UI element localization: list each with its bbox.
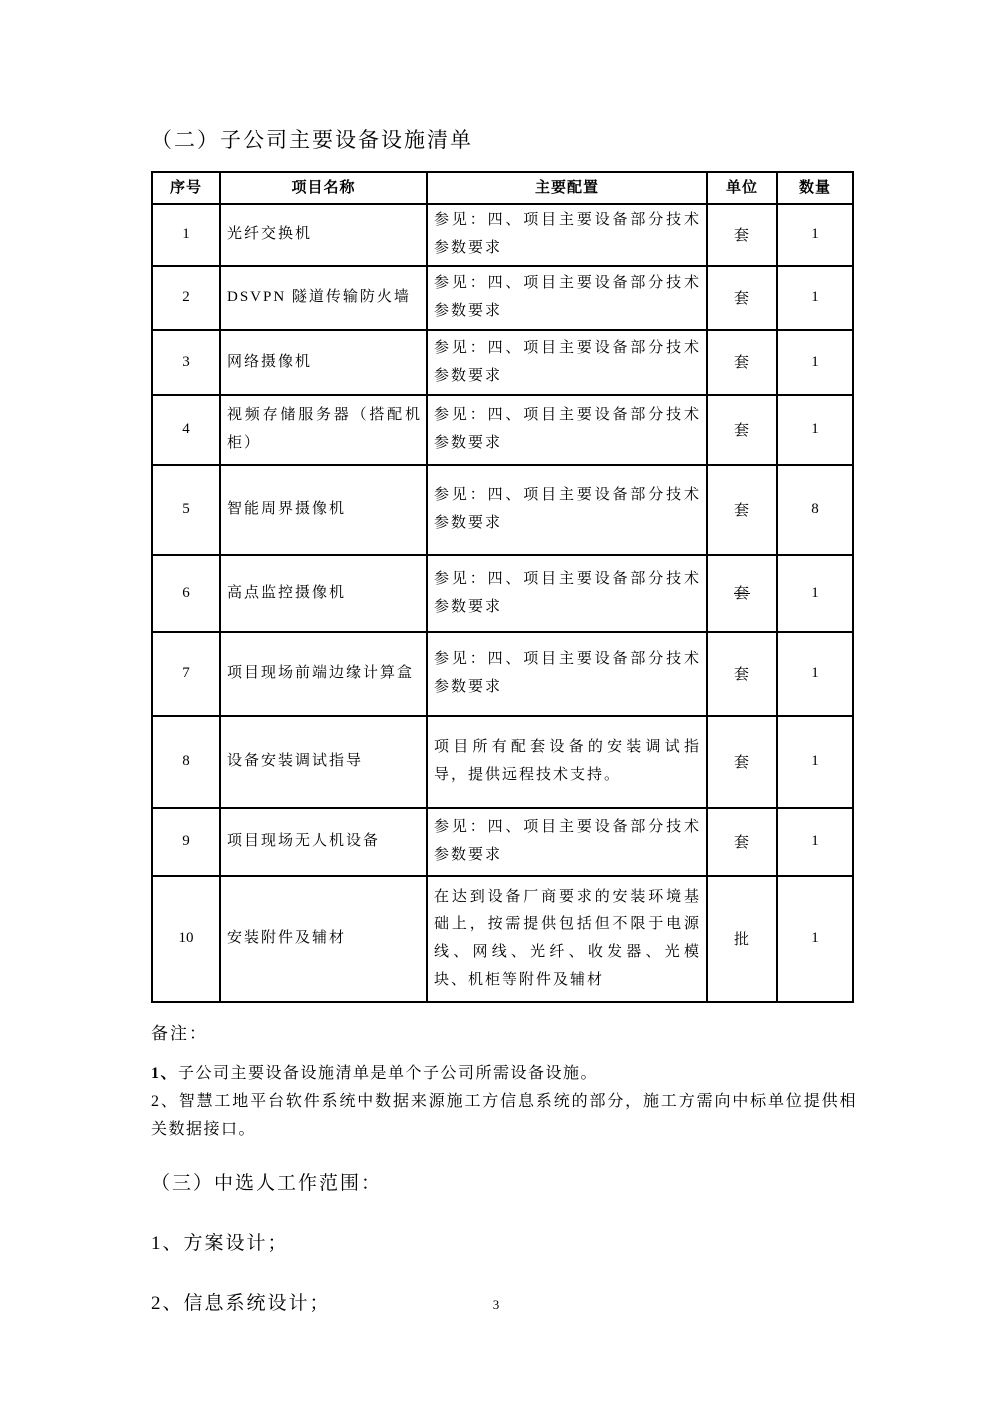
cell-unit: 套: [707, 716, 777, 808]
cell-unit: 套: [707, 330, 777, 395]
cell-qty: 1: [777, 716, 853, 808]
scope-item-1: 1、方案设计；: [151, 1233, 289, 1255]
cell-unit: 套: [707, 808, 777, 876]
cell-name: 项目现场无人机设备: [220, 808, 427, 876]
section-heading-equipment-list: （二）子公司主要设备设施清单: [151, 128, 473, 152]
note-1-marker: 1、: [151, 1065, 179, 1083]
header-unit: 单位: [707, 172, 777, 204]
cell-qty: 1: [777, 555, 853, 632]
table-header: [152, 172, 853, 204]
cell-qty: 1: [777, 330, 853, 395]
scope-item-2: 2、信息系统设计；: [151, 1293, 331, 1315]
note-2-text: 智慧工地平台软件系统中数据来源施工方信息系统的部分，施工方需向中标单位提供相关数据接口。: [151, 1093, 857, 1139]
note-item-2: [151, 1088, 857, 1144]
header-config: 主要配置: [427, 172, 707, 204]
table-row: [152, 330, 853, 395]
note-2-marker: 2、: [151, 1093, 179, 1111]
table-row: [152, 465, 853, 555]
cell-qty: 8: [777, 465, 853, 555]
cell-config: 参见：四、项目主要设备部分技术参数要求: [427, 330, 707, 395]
cell-config: 参见：四、项目主要设备部分技术参数要求: [427, 395, 707, 465]
header-qty: 数量: [777, 172, 853, 204]
section-heading-scope-of-work: （三）中选人工作范围：: [151, 1173, 383, 1195]
header-name: 项目名称: [220, 172, 427, 204]
table-body: [152, 204, 853, 1002]
cell-name: 高点监控摄像机: [220, 555, 427, 632]
table-row: [152, 266, 853, 330]
cell-no: 5: [152, 465, 220, 555]
cell-config: 参见：四、项目主要设备部分技术参数要求: [427, 555, 707, 632]
cell-unit: 套: [707, 204, 777, 266]
cell-qty: 1: [777, 876, 853, 1002]
note-1-text: 子公司主要设备设施清单是单个子公司所需设备设施。: [178, 1065, 599, 1083]
notes-label: 备注：: [151, 1024, 208, 1044]
cell-name: DSVPN 隧道传输防火墙: [220, 266, 427, 330]
table-row: [152, 632, 853, 716]
cell-config: 参见：四、项目主要设备部分技术参数要求: [427, 465, 707, 555]
cell-qty: 1: [777, 266, 853, 330]
header-no: 序号: [152, 172, 220, 204]
note-item-1: [151, 1060, 857, 1088]
table-row: [152, 808, 853, 876]
cell-name: 安装附件及辅材: [220, 876, 427, 1002]
cell-unit: 套: [707, 465, 777, 555]
cell-config: 参见：四、项目主要设备部分技术参数要求: [427, 632, 707, 716]
cell-config: 参见：四、项目主要设备部分技术参数要求: [427, 808, 707, 876]
cell-no: 2: [152, 266, 220, 330]
cell-config: 参见：四、项目主要设备部分技术参数要求: [427, 204, 707, 266]
cell-qty: 1: [777, 632, 853, 716]
cell-no: 6: [152, 555, 220, 632]
table-header-row: [152, 172, 853, 204]
cell-name: 网络摄像机: [220, 330, 427, 395]
table-row: [152, 716, 853, 808]
table-row: [152, 876, 853, 1002]
cell-unit: 套: [707, 632, 777, 716]
page-number: 3: [492, 1297, 500, 1312]
cell-config: 参见：四、项目主要设备部分技术参数要求: [427, 266, 707, 330]
cell-config: 在达到设备厂商要求的安装环境基础上，按需提供包括但不限于电源线、网线、光纤、收发器、光模块、机柜等附件及辅材: [427, 876, 707, 1002]
table-row: [152, 204, 853, 266]
cell-no: 9: [152, 808, 220, 876]
cell-unit: 批: [707, 876, 777, 1002]
cell-name: 项目现场前端边缘计算盒: [220, 632, 427, 716]
table-row: [152, 395, 853, 465]
cell-config: 项目所有配套设备的安装调试指导，提供远程技术支持。: [427, 716, 707, 808]
equipment-table: [151, 171, 854, 1003]
cell-no: 4: [152, 395, 220, 465]
cell-qty: 1: [777, 808, 853, 876]
cell-no: 8: [152, 716, 220, 808]
cell-unit: 套: [707, 555, 777, 632]
notes-section: [151, 1019, 857, 1144]
cell-no: 3: [152, 330, 220, 395]
cell-name: 设备安装调试指导: [220, 716, 427, 808]
cell-qty: 1: [777, 395, 853, 465]
cell-name: 光纤交换机: [220, 204, 427, 266]
cell-no: 7: [152, 632, 220, 716]
cell-unit: 套: [707, 395, 777, 465]
cell-no: 10: [152, 876, 220, 1002]
cell-unit: 套: [707, 266, 777, 330]
cell-no: 1: [152, 204, 220, 266]
table-row: [152, 555, 853, 632]
cell-qty: 1: [777, 204, 853, 266]
cell-name: 视频存储服务器（搭配机柜）: [220, 395, 427, 465]
cell-name: 智能周界摄像机: [220, 465, 427, 555]
